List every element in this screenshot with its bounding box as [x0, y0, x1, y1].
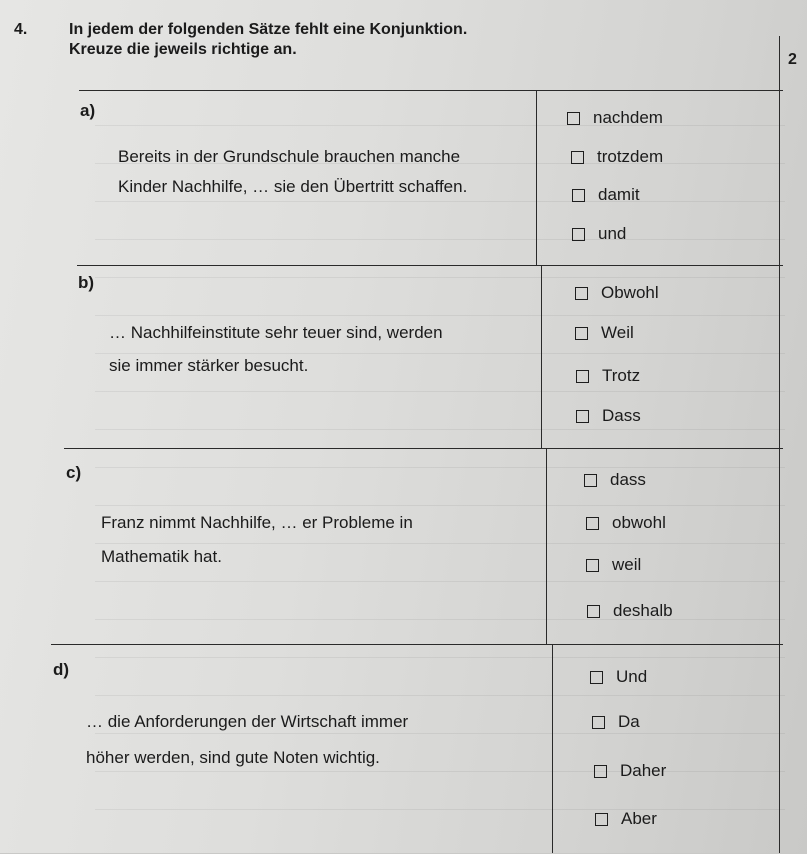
option-checkbox-d-4[interactable] — [595, 809, 657, 829]
points-value: 2 — [788, 51, 797, 68]
column-divider-c — [546, 448, 547, 644]
column-divider-b — [541, 265, 542, 448]
option-checkbox-c-4[interactable] — [587, 601, 673, 621]
checkbox-square[interactable] — [587, 605, 600, 618]
checkbox-square[interactable] — [586, 559, 599, 572]
option-checkbox-a-4[interactable] — [572, 224, 626, 244]
item-label-a: a) — [80, 101, 96, 120]
checkbox-square[interactable] — [586, 517, 599, 530]
option-label: Dass — [602, 406, 641, 425]
sentence-line: … Nachhilfeinstitute sehr teuer sind, werden — [109, 323, 443, 342]
task-instruction: Kreuze die jeweils richtige an. — [69, 41, 297, 58]
option-label: Und — [616, 667, 648, 686]
task-heading-text: In jedem der folgenden Sätze fehlt eine Konjunktion. — [69, 21, 468, 38]
checkbox-square[interactable] — [567, 112, 580, 125]
sentence-line: Franz nimmt Nachhilfe, … er Probleme in — [101, 513, 413, 532]
option-label: dass — [610, 470, 646, 489]
sentence-line: Mathematik hat. — [101, 547, 222, 566]
sentence-line: … die Anforderungen der Wirtschaft immer — [86, 712, 409, 731]
option-label: nachdem — [593, 108, 663, 127]
checkbox-square[interactable] — [590, 671, 603, 684]
checkbox-square[interactable] — [572, 228, 585, 241]
option-label: deshalb — [613, 601, 673, 620]
option-label: Weil — [601, 323, 634, 342]
checkbox-square[interactable] — [572, 189, 585, 202]
checkbox-square[interactable] — [592, 716, 605, 729]
option-label: Obwohl — [601, 283, 659, 302]
option-checkbox-b-4[interactable] — [576, 406, 641, 426]
option-checkbox-b-3[interactable] — [576, 366, 640, 386]
option-checkbox-c-3[interactable] — [586, 555, 641, 575]
option-label: und — [598, 224, 627, 243]
checkbox-square[interactable] — [595, 813, 608, 826]
sentence-line: sie immer stärker besucht. — [109, 356, 309, 375]
option-label: Aber — [621, 809, 657, 828]
task-heading — [14, 20, 467, 39]
option-label: Da — [618, 712, 640, 731]
checkbox-square[interactable] — [584, 474, 597, 487]
item-label-d: d) — [53, 660, 70, 679]
checkbox-square[interactable] — [575, 327, 588, 340]
option-checkbox-d-1[interactable] — [590, 667, 647, 687]
sentence-line: höher werden, sind gute Noten wichtig. — [86, 748, 380, 767]
sentence-line: Bereits in der Grundschule brauchen manche — [118, 147, 461, 166]
checkbox-square[interactable] — [594, 765, 607, 778]
checkbox-square[interactable] — [576, 370, 589, 383]
option-checkbox-c-1[interactable] — [584, 470, 646, 490]
column-divider-a — [536, 90, 537, 265]
option-checkbox-a-3[interactable] — [572, 185, 640, 205]
option-label: obwohl — [612, 513, 666, 532]
option-checkbox-c-2[interactable] — [586, 513, 666, 533]
option-label: Daher — [620, 761, 667, 780]
item-label-b: b) — [78, 273, 95, 292]
column-divider-d — [552, 644, 553, 853]
sentence-line: Kinder Nachhilfe, … sie den Übertritt schaffen. — [118, 177, 468, 196]
item-label-c: c) — [66, 463, 82, 482]
option-label: trotzdem — [597, 147, 664, 166]
option-label: damit — [598, 185, 640, 204]
option-checkbox-b-1[interactable] — [575, 283, 659, 303]
checkbox-square[interactable] — [571, 151, 584, 164]
option-label: weil — [612, 555, 642, 574]
option-label: Trotz — [602, 366, 641, 385]
option-checkbox-b-2[interactable] — [575, 323, 634, 343]
option-checkbox-a-2[interactable] — [571, 147, 663, 167]
checkbox-square[interactable] — [575, 287, 588, 300]
option-checkbox-a-1[interactable] — [567, 108, 663, 128]
task-number: 4. — [14, 21, 28, 38]
option-checkbox-d-2[interactable] — [592, 712, 640, 732]
checkbox-square[interactable] — [576, 410, 589, 423]
option-checkbox-d-3[interactable] — [594, 761, 666, 781]
